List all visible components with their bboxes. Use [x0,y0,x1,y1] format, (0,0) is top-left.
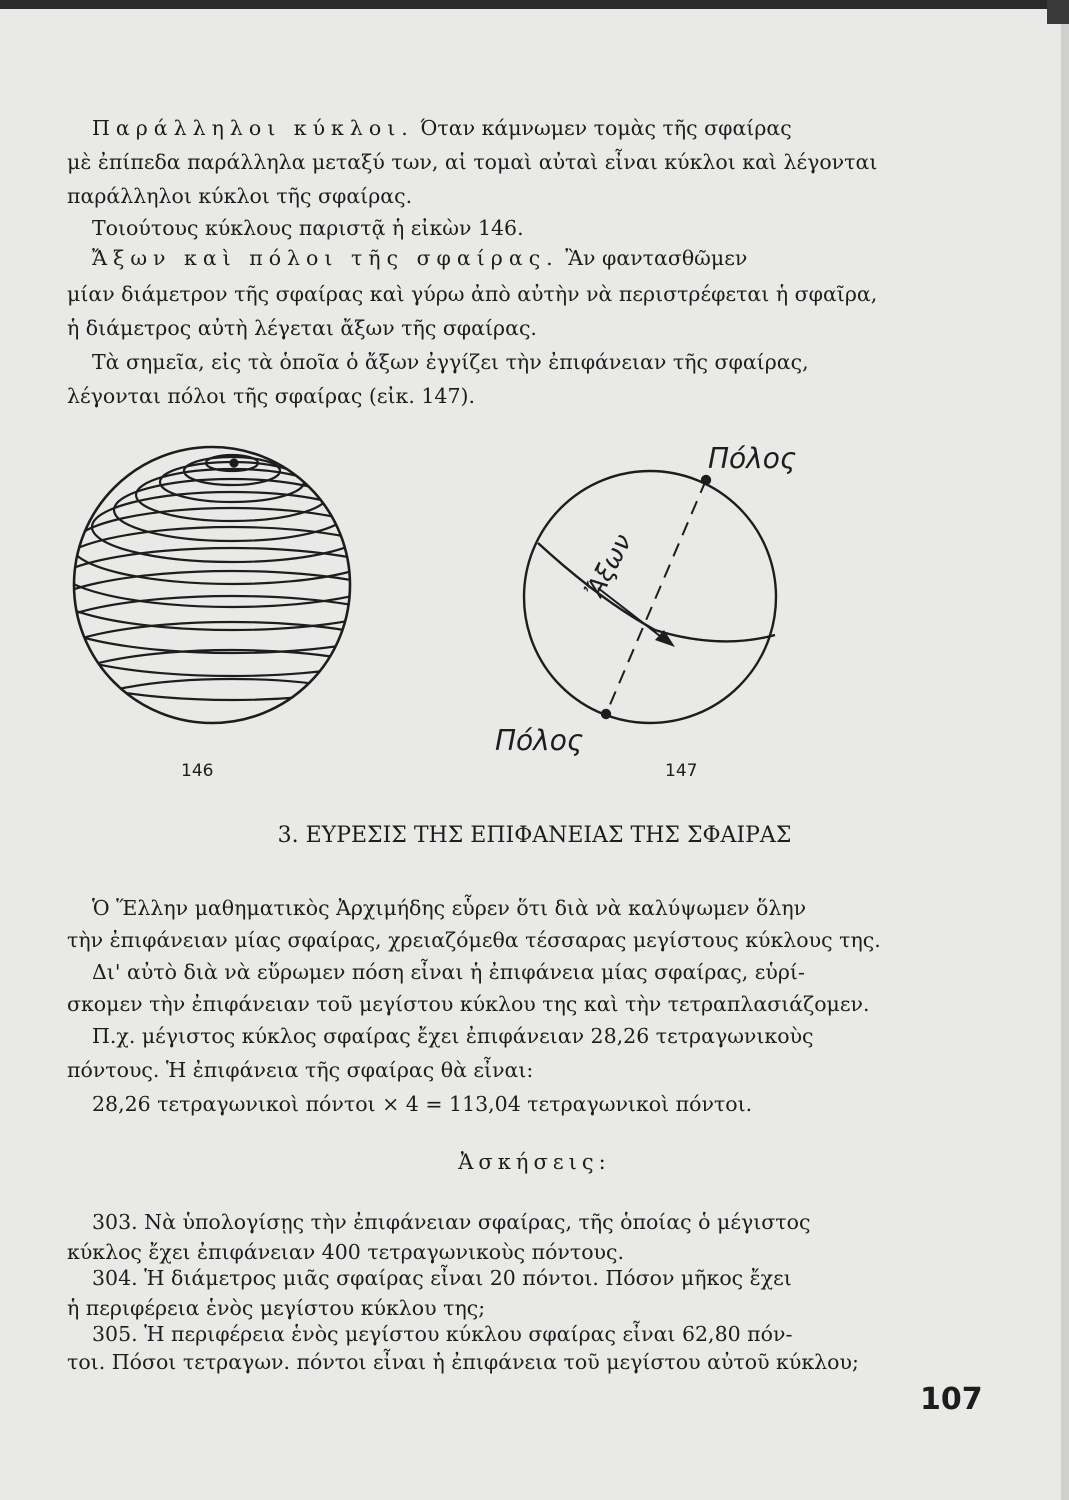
axis-label: Ἄξων [579,529,638,603]
axis-line-3: ἡ διάμετρος αὐτὴ λέγεται ἄξων τῆς σφαίρας. [67,316,537,340]
method-line-1: Δι' αὐτὸ διὰ νὰ εὕρωμεν πόση εἶναι ἡ ἐπιφάνεια μίας σφαίρας, εὑρί- [92,960,805,984]
page-number: 107 [920,1382,983,1417]
bottom-pole-label: Πόλος [495,724,584,757]
exercise-304-line-2: ἡ περιφέρεια ἑνὸς μεγίστου κύκλου της; [67,1296,486,1320]
formula-line: 28,26 τετραγωνικοὶ πόντοι × 4 = 113,04 τετραγωνικοὶ πόντοι. [92,1092,753,1116]
archimedes-line-2: τὴν ἐπιφάνειαν μίας σφαίρας, χρειαζόμεθα τέσσαρας μεγίστους κύκλους της. [67,928,881,952]
example-line-1: Π.χ. μέγιστος κύκλος σφαίρας ἔχει ἐπιφάνειαν 28,26 τετραγωνικοὺς [92,1024,814,1048]
axis-line-2: μίαν διάμετρον τῆς σφαίρας καὶ γύρω ἀπὸ αὐτὴν νὰ περιστρέφεται ἡ σφαῖρα, [67,282,878,306]
axis-term: Ἄξων καὶ πόλοι τῆς σφαίρας. [92,246,559,270]
example-line-2: πόντους. Ἡ ἐπιφάνεια τῆς σφαίρας θὰ εἶναι: [67,1058,534,1082]
poles-line-1: Τὰ σημεῖα, εἰς τὰ ὁποῖα ὁ ἄξων ἐγγίζει τὴν ἐπιφάνειαν τῆς σφαίρας, [92,350,809,374]
parallel-circles-line-2: μὲ ἐπίπεδα παράλληλα μεταξύ των, αἱ τομαὶ αὐταὶ εἶναι κύκλοι καὶ λέγονται [67,150,878,174]
figure-146-number: 146 [181,761,214,781]
parallel-circles-line-3: παράλληλοι κύκλοι τῆς σφαίρας. [67,184,413,208]
method-line-2: σκομεν τὴν ἐπιφάνειαν τοῦ μεγίστου κύκλου της καὶ τὴν τετραπλασιάζομεν. [67,992,870,1016]
exercise-303-line-1: 303. Νὰ ὑπολογίσῃς τὴν ἐπιφάνειαν σφαίρας, τῆς ὁποίας ὁ μέγιστος [92,1210,811,1234]
section-heading: 3. ΕΥΡΕΣΙΣ ΤΗΣ ΕΠΙΦΑΝΕΙΑΣ ΤΗΣ ΣΦΑΙΡΑΣ [277,823,792,848]
exercise-305-line-1: 305. Ἡ περιφέρεια ἑνὸς μεγίστου κύκλου σφαίρας εἶναι 62,80 πόν- [92,1322,793,1346]
parallel-circles-term: Παράλληλοι κύκλοι. [92,116,414,140]
exercise-305-line-2: τοι. Πόσοι τετραγων. πόντοι εἶναι ἡ ἐπιφάνεια τοῦ μεγίστου αὐτοῦ κύκλου; [67,1350,859,1374]
exercise-303-line-2: κύκλος ἔχει ἐπιφάνειαν 400 τετραγωνικοὺς πόντους. [67,1240,625,1264]
archimedes-line-1: Ὁ Ἕλλην μαθηματικὸς Ἀρχιμήδης εὗρεν ὅτι διὰ νὰ καλύψωμεν ὅλην [92,896,807,920]
such-circles-line: Τοιούτους κύκλους παριστᾷ ἡ εἰκὼν 146. [92,216,524,240]
exercise-304-line-1: 304. Ἡ διάμετρος μιᾶς σφαίρας εἶναι 20 πόντοι. Πόσον μῆκος ἔχει [92,1266,792,1290]
top-pole-label: Πόλος [708,442,797,475]
parallel-circles-text: Όταν κάμνωμεν τομὰς τῆς σφαίρας [420,116,792,140]
exercises-heading: Ἀσκήσεις: [458,1150,611,1174]
axis-text: Ἂν φαντασθῶμεν [565,246,748,270]
poles-line-2: λέγονται πόλοι τῆς σφαίρας (εἰκ. 147). [67,384,475,408]
figure-147-number: 147 [665,761,698,781]
sphere-parallel-circles-figure [42,447,422,747]
sphere-axis-poles-figure [524,471,776,723]
